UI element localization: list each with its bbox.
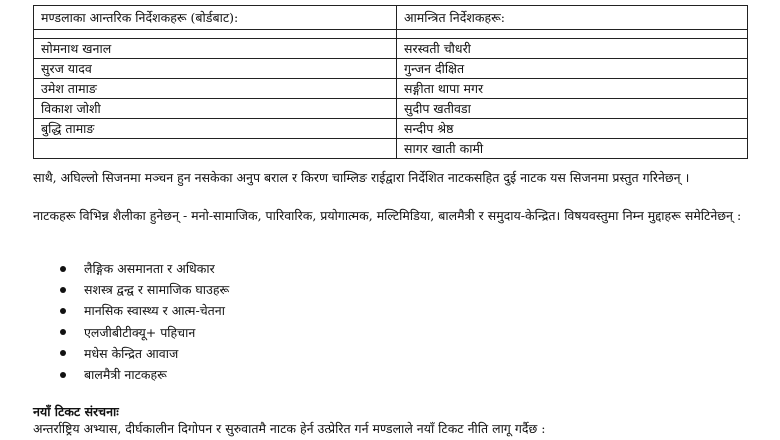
- bullet-icon: [60, 308, 66, 314]
- table-row: [34, 99, 748, 119]
- table-spacer-cell: [397, 30, 748, 39]
- invited-director-cell: सरस्वती चौधरी: [397, 39, 748, 59]
- themes-list: [60, 258, 229, 385]
- internal-director-cell: [34, 139, 397, 159]
- table-row: [34, 79, 748, 99]
- list-item: [60, 343, 229, 364]
- internal-director-cell: बुद्धि तामाङ: [34, 119, 397, 139]
- list-item: [60, 279, 229, 300]
- theme-label: बालमैत्री नाटकहरू: [84, 367, 167, 383]
- theme-label: सशस्त्र द्वन्द्व र सामाजिक घाउहरू: [84, 282, 230, 298]
- invited-director-cell: सागर खाती कामी: [397, 139, 748, 159]
- season-plays-paragraph: साथै, अघिल्लो सिजनमा मञ्चन हुन नसकेका अनुप बराल र किरण चाम्लिङ राईद्वारा निर्देशित नाटकसहित दुई नाटक यस सिजनमा प्रस्तुत गरिनेछन् ।: [33, 170, 690, 185]
- invited-director-cell: सन्दीप श्रेष्ठ: [397, 119, 748, 139]
- bullet-icon: [60, 329, 66, 335]
- table-spacer-cell: [34, 30, 397, 39]
- list-item: [60, 300, 229, 321]
- ticket-structure-heading: नयाँ टिकट संरचनाः: [33, 404, 119, 419]
- list-item: [60, 364, 229, 385]
- list-item: [60, 322, 229, 343]
- internal-directors-header: मण्डलाका आन्तरिक निर्देशकहरू (बोर्डबाट):: [34, 6, 397, 30]
- invited-director-cell: सुदीप खतीवडा: [397, 99, 748, 119]
- theme-label: एलजीबीटीक्यू+ पहिचान: [84, 324, 196, 340]
- internal-director-cell: सोमनाथ खनाल: [34, 39, 397, 59]
- theme-label: मधेस केन्द्रित आवाज: [84, 345, 179, 361]
- table-header-row: [34, 6, 748, 30]
- play-styles-paragraph: नाटकहरू विभिन्न शैलीका हुनेछन् - मनो-सामाजिक, पारिवारिक, प्रयोगात्मक, मल्टिमिडिया, बालमैत्री र समुदाय-केन्द्रित। विषयवस्तुमा निम्न मुद्दाहरू समेटिनेछन् :: [33, 208, 742, 223]
- bullet-icon: [60, 266, 66, 272]
- bullet-icon: [60, 287, 66, 293]
- table-row: [34, 119, 748, 139]
- internal-director-cell: सुरज यादव: [34, 59, 397, 79]
- theme-label: मानसिक स्वास्थ्य र आत्म-चेतना: [84, 303, 225, 319]
- invited-director-cell: गुन्जन दीक्षित: [397, 59, 748, 79]
- table-row: [34, 59, 748, 79]
- bullet-icon: [60, 350, 66, 356]
- invited-director-cell: सङ्गीता थापा मगर: [397, 79, 748, 99]
- list-item: [60, 258, 229, 279]
- table-row: [34, 39, 748, 59]
- ticket-policy-text: अन्तर्राष्ट्रिय अभ्यास, दीर्घकालीन दिगोपन र सुरुवातमै नाटक हेर्न उत्प्रेरित गर्न मण्डलाले नयाँ टिकट नीति लागू गर्दैछ :: [33, 421, 546, 436]
- internal-director-cell: उमेश तामाङ: [34, 79, 397, 99]
- table-spacer-row: [34, 30, 748, 39]
- theme-label: लैङ्गिक असमानता र अधिकार: [84, 261, 215, 277]
- bullet-icon: [60, 372, 66, 378]
- invited-directors-header: आमन्त्रित निर्देशकहरू:: [397, 6, 748, 30]
- internal-director-cell: विकाश जोशी: [34, 99, 397, 119]
- table-row: [34, 139, 748, 159]
- directors-table: [33, 5, 748, 159]
